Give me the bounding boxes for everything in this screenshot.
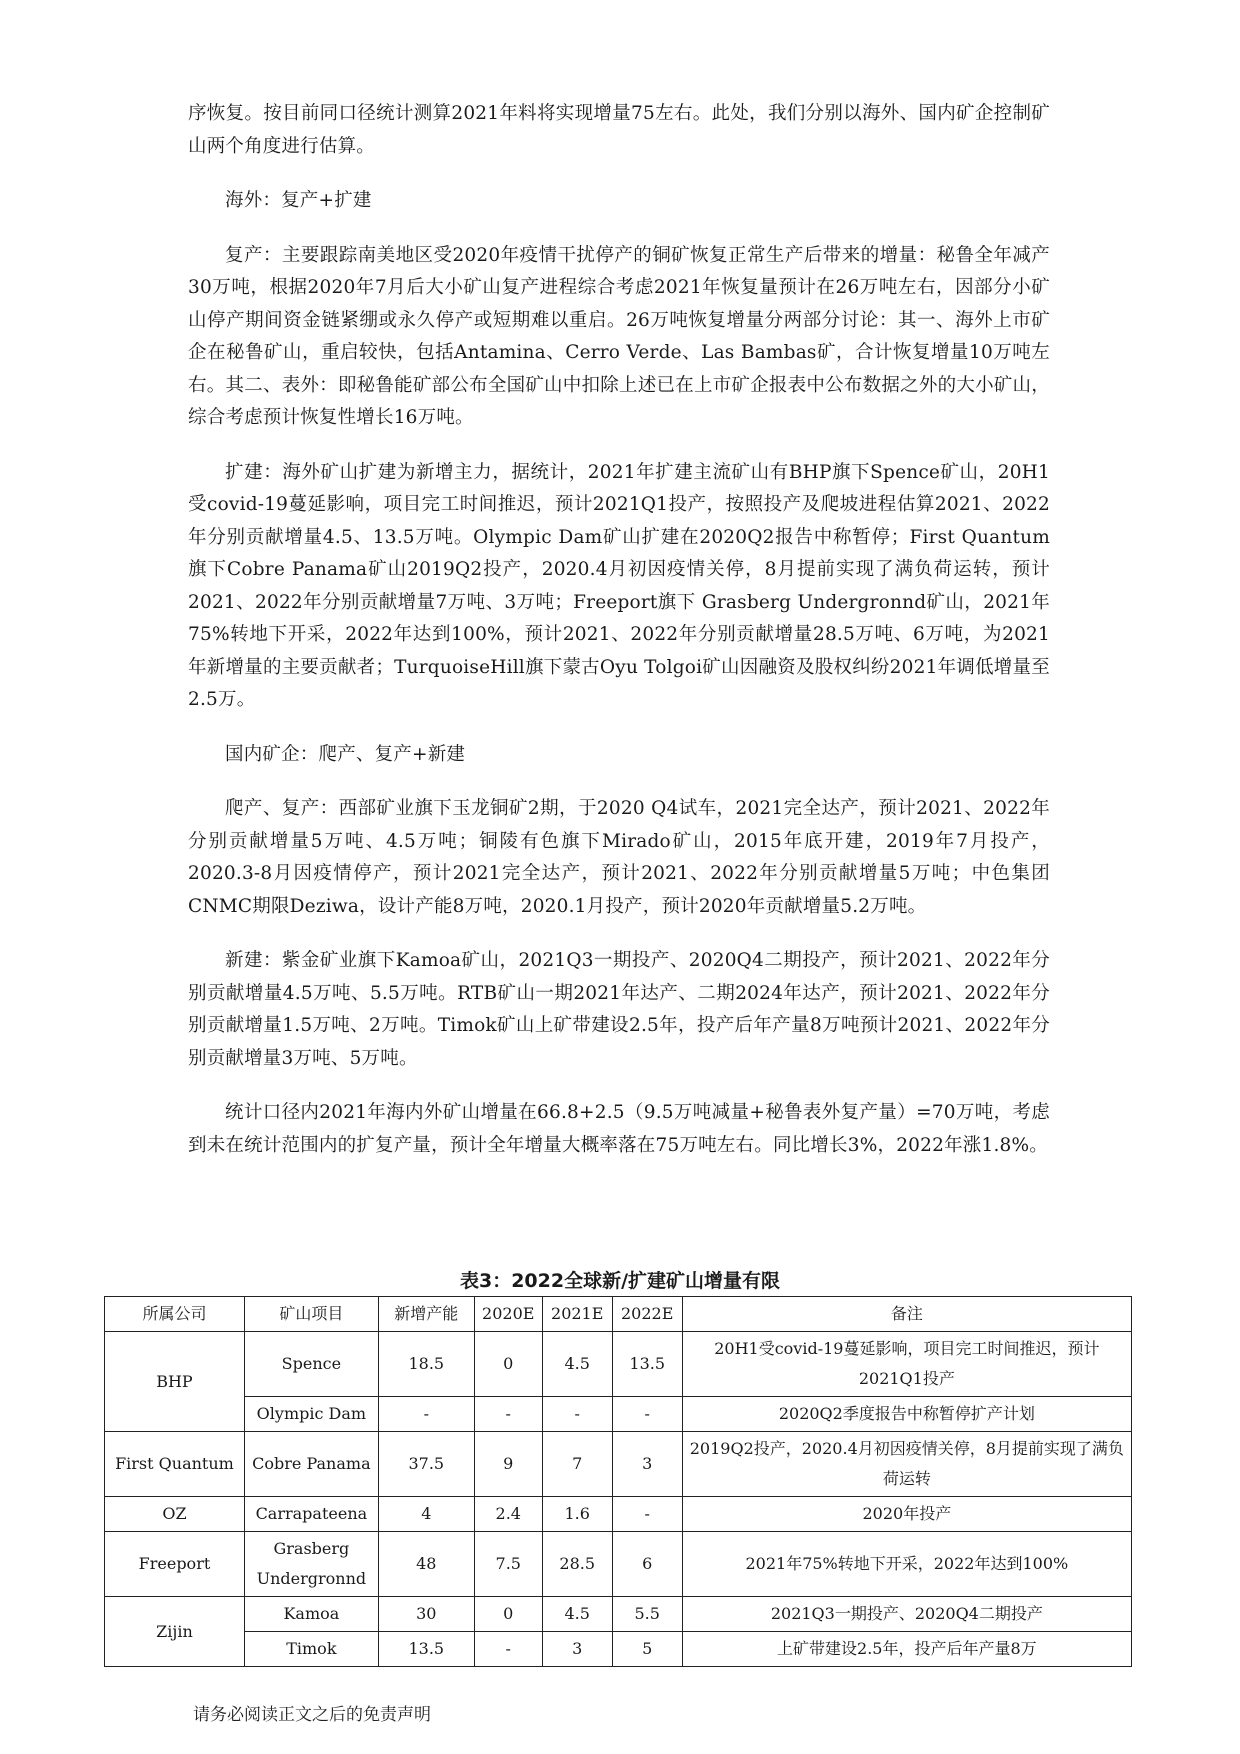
estimate-2020-cell: - bbox=[474, 1632, 542, 1667]
note-cell: 2020Q2季度报告中称暂停扩产计划 bbox=[682, 1397, 1131, 1432]
column-header: 2021E bbox=[542, 1297, 612, 1332]
project-cell: Spence bbox=[244, 1332, 378, 1397]
estimate-2022-cell: - bbox=[612, 1497, 682, 1532]
table-row bbox=[105, 1597, 1132, 1632]
estimate-2021-cell: 7 bbox=[542, 1432, 612, 1497]
estimate-2020-cell: 0 bbox=[474, 1597, 542, 1632]
paragraph: 新建：紫金矿业旗下Kamoa矿山，2021Q3一期投产、2020Q4二期投产，预计2021、2022年分别贡献增量4.5万吨、5.5万吨。RTB矿山一期2021年达产、二期2024年达产，预计2021、2022年分别贡献增量1.5万吨、2万吨。Timok矿山上矿带建设2.5年，投产后年产量8万吨预计2021、2022年分别贡献增量3万吨、5万吨。 bbox=[188, 950, 1050, 1069]
project-cell: Carrapateena bbox=[244, 1497, 378, 1532]
note-cell: 2020年投产 bbox=[682, 1497, 1131, 1532]
note-cell: 20H1受covid-19蔓延影响，项目完工时间推迟，预计2021Q1投产 bbox=[682, 1332, 1131, 1397]
project-cell: Grasberg Undergronnd bbox=[244, 1532, 378, 1597]
table-row bbox=[105, 1632, 1132, 1667]
estimate-2022-cell: 5 bbox=[612, 1632, 682, 1667]
estimate-2020-cell: - bbox=[474, 1397, 542, 1432]
estimate-2020-cell: 7.5 bbox=[474, 1532, 542, 1597]
estimate-2022-cell: 5.5 bbox=[612, 1597, 682, 1632]
table-header-row bbox=[105, 1297, 1132, 1332]
estimate-2022-cell: 3 bbox=[612, 1432, 682, 1497]
project-cell: Olympic Dam bbox=[244, 1397, 378, 1432]
project-cell: Timok bbox=[244, 1632, 378, 1667]
estimate-2021-cell: 3 bbox=[542, 1632, 612, 1667]
paragraph: 统计口径内2021年海内外矿山增量在66.8+2.5（9.5万吨减量+秘鲁表外复产量）=70万吨，考虑到未在统计范围内的扩复产量，预计全年增量大概率落在75万吨左右。同比增长3%，2022年涨1.8%。 bbox=[188, 1102, 1050, 1156]
table-row bbox=[105, 1397, 1132, 1432]
company-cell: Zijin bbox=[105, 1597, 245, 1667]
column-header: 新增产能 bbox=[378, 1297, 474, 1332]
paragraph: 海外：复产+扩建 bbox=[225, 190, 372, 211]
disclaimer-footer: 请务必阅读正文之后的免责声明 bbox=[193, 1705, 431, 1725]
estimate-2021-cell: 1.6 bbox=[542, 1497, 612, 1532]
table-row bbox=[105, 1532, 1132, 1597]
estimate-2020-cell: 2.4 bbox=[474, 1497, 542, 1532]
estimate-2021-cell: 28.5 bbox=[542, 1532, 612, 1597]
table-row bbox=[105, 1497, 1132, 1532]
note-cell: 上矿带建设2.5年，投产后年产量8万 bbox=[682, 1632, 1131, 1667]
column-header: 2020E bbox=[474, 1297, 542, 1332]
capacity-cell: 37.5 bbox=[378, 1432, 474, 1497]
estimate-2022-cell: 6 bbox=[612, 1532, 682, 1597]
estimate-2021-cell: - bbox=[542, 1397, 612, 1432]
table-row bbox=[105, 1432, 1132, 1497]
column-header: 矿山项目 bbox=[244, 1297, 378, 1332]
note-cell: 2019Q2投产，2020.4月初因疫情关停，8月提前实现了满负荷运转 bbox=[682, 1432, 1131, 1497]
estimate-2020-cell: 9 bbox=[474, 1432, 542, 1497]
paragraph: 爬产、复产：西部矿业旗下玉龙铜矿2期，于2020 Q4试车，2021完全达产，预计2021、2022年分别贡献增量5万吨、4.5万吨；铜陵有色旗下Mirado矿山，2015年底开建，2019年7月投产，2020.3-8月因疫情停产，预计2021完全达产，预计2021、2022年分别贡献增量5万吨；中色集团CNMC期限Deziwa，设计产能8万吨，2020.1月投产，预计2020年贡献增量5.2万吨。 bbox=[188, 798, 1050, 917]
capacity-cell: 30 bbox=[378, 1597, 474, 1632]
paragraph: 扩建：海外矿山扩建为新增主力，据统计，2021年扩建主流矿山有BHP旗下Spence矿山，20H1受covid-19蔓延影响，项目完工时间推迟，预计2021Q1投产，按照投产及爬坡进程估算2021、2022年分别贡献增量4.5、13.5万吨。Olympic Dam矿山扩建在2020Q2报告中称暂停；First Quantum旗下Cobre Panama矿山2019Q2投产，2020.4月初因疫情关停，8月提前实现了满负荷运转，预计2021、2022年分别贡献增量7万吨、3万吨；Freeport旗下 Grasberg Undergronnd矿山，2021年75%转地下开采，2022年达到100%，预计2021、2022年分别贡献增量28.5万吨、6万吨，为2021年新增量的主要贡献者；TurquoiseHill旗下蒙古Oyu Tolgoi矿山因融资及股权纠纷2021年调低增量至2.5万。 bbox=[188, 461, 1050, 710]
estimate-2021-cell: 4.5 bbox=[542, 1332, 612, 1397]
estimate-2022-cell: - bbox=[612, 1397, 682, 1432]
note-cell: 2021年75%转地下开采，2022年达到100% bbox=[682, 1532, 1131, 1597]
company-cell: First Quantum bbox=[105, 1432, 245, 1497]
estimate-2021-cell: 4.5 bbox=[542, 1597, 612, 1632]
capacity-cell: 18.5 bbox=[378, 1332, 474, 1397]
paragraph: 序恢复。按目前同口径统计测算2021年料将实现增量75左右。此处，我们分别以海外、国内矿企控制矿山两个角度进行估算。 bbox=[188, 103, 1050, 157]
column-header: 备注 bbox=[682, 1297, 1131, 1332]
table-row bbox=[105, 1332, 1132, 1397]
estimate-2022-cell: 13.5 bbox=[612, 1332, 682, 1397]
capacity-cell: 4 bbox=[378, 1497, 474, 1532]
paragraph: 复产：主要跟踪南美地区受2020年疫情干扰停产的铜矿恢复正常生产后带来的增量：秘鲁全年减产30万吨，根据2020年7月后大小矿山复产进程综合考虑2021年恢复量预计在26万吨左右，因部分小矿山停产期间资金链紧绷或永久停产或短期难以重启。26万吨恢复增量分两部分讨论：其一、海外上市矿企在秘鲁矿山，重启较快，包括Antamina、Cerro Verde、Las Bambas矿，合计恢复增量10万吨左右。其二、表外：即秘鲁能矿部公布全国矿山中扣除上述已在上市矿企报表中公布数据之外的大小矿山，综合考虑预计恢复性增长16万吨。 bbox=[188, 244, 1050, 428]
column-header: 所属公司 bbox=[105, 1297, 245, 1332]
project-cell: Cobre Panama bbox=[244, 1432, 378, 1497]
note-cell: 2021Q3一期投产、2020Q4二期投产 bbox=[682, 1597, 1131, 1632]
body-text bbox=[188, 98, 1050, 1184]
paragraph: 国内矿企：爬产、复产+新建 bbox=[225, 743, 466, 765]
company-cell: BHP bbox=[105, 1332, 245, 1432]
capacity-cell: 48 bbox=[378, 1532, 474, 1597]
capacity-cell: - bbox=[378, 1397, 474, 1432]
capacity-cell: 13.5 bbox=[378, 1632, 474, 1667]
table-title: 表3：2022全球新/扩建矿山增量有限 bbox=[459, 1270, 781, 1292]
project-cell: Kamoa bbox=[244, 1597, 378, 1632]
company-cell: OZ bbox=[105, 1497, 245, 1532]
mine-increment-table bbox=[104, 1296, 1132, 1667]
estimate-2020-cell: 0 bbox=[474, 1332, 542, 1397]
company-cell: Freeport bbox=[105, 1532, 245, 1597]
column-header: 2022E bbox=[612, 1297, 682, 1332]
